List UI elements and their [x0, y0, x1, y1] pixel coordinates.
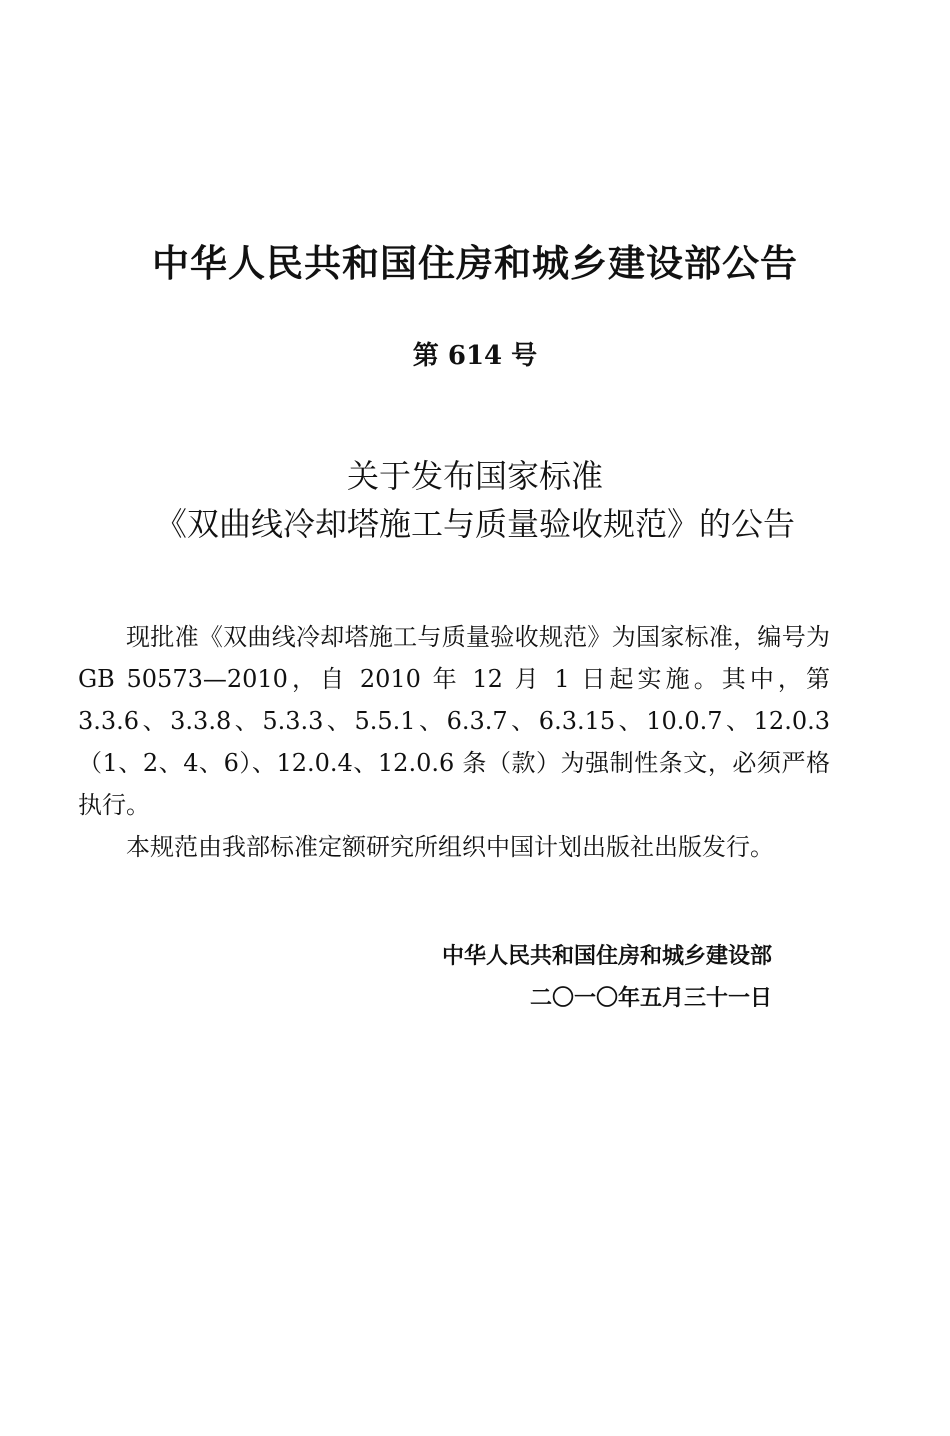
- subject-line-2: 《双曲线冷却塔施工与质量验收规范》的公告: [154, 505, 795, 543]
- announcement-body: [78, 616, 830, 868]
- announcement-title: 中华人民共和国住房和城乡建设部公告: [152, 242, 798, 285]
- signature-block: [0, 936, 772, 1020]
- body-paragraph-1: 现批准《双曲线冷却塔施工与质量验收规范》为国家标准，编号为 GB 50573—2010，自 2010 年 12 月 1 日起实施。其中，第 3.3.6、3.3.8、5.3.3、5.5.1、6.3.7、6.3.15、10.0.7、12.0.3（1、2、4、6）、12.0.4、12.0.6 条（款）为强制性条文，必须严格执行。: [78, 623, 830, 819]
- body-paragraph-2: 本规范由我部标准定额研究所组织中国计划出版社出版发行。: [126, 833, 774, 861]
- signature-org: 中华人民共和国住房和城乡建设部: [441, 944, 772, 969]
- announcement-number: 第 614 号: [412, 341, 538, 371]
- signature-date: 二〇一〇年五月三十一日: [529, 986, 772, 1011]
- subject-line-1: 关于发布国家标准: [346, 457, 603, 495]
- announcement-subject: [0, 452, 950, 548]
